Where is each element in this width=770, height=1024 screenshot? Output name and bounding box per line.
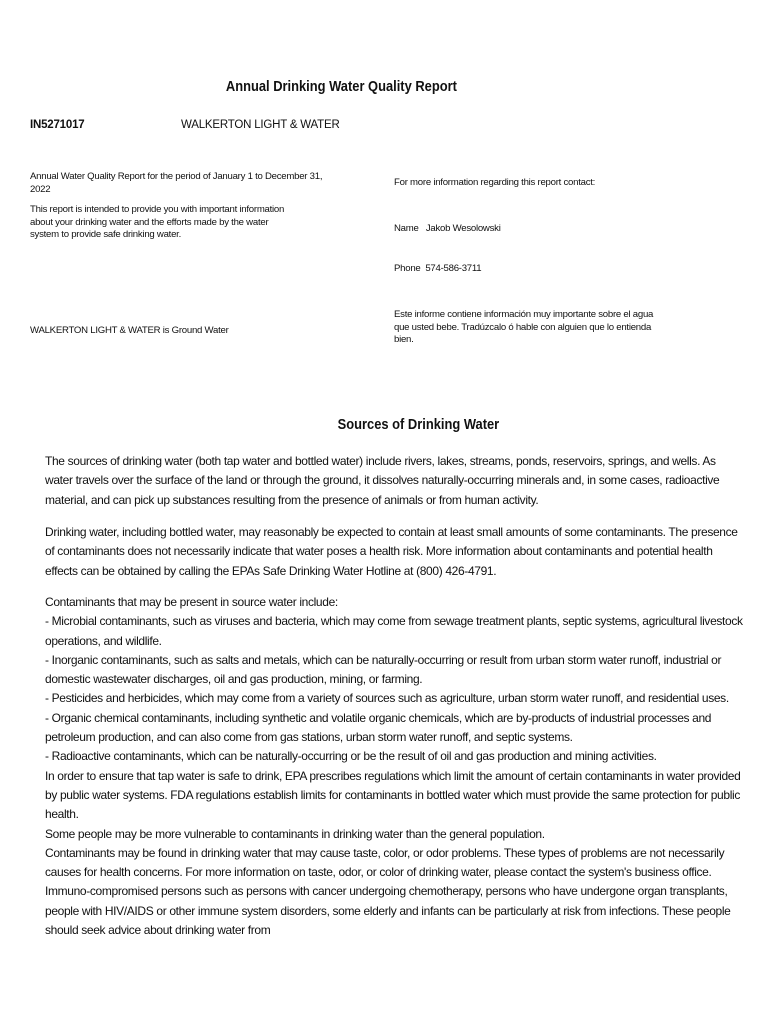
report-title: Annual Drinking Water Quality Report xyxy=(225,78,457,95)
contaminant-pesticides: - Pesticides and herbicides, which may come from a variety of sources such as agriculture, urban storm water runoff, and residential uses. xyxy=(45,691,729,706)
contaminants-section xyxy=(45,593,745,940)
immuno-note: Immuno-compromised persons such as persons with cancer undergoing chemotherapy, persons who have undergone organ transplants, people with HIV/AIDS or other immune system disorders, some elderly and infants can be particularly at risk from infections. These people should seek advice about drinking water from xyxy=(45,884,731,938)
sources-paragraph-2: Drinking water, including bottled water, may reasonably be expected to contain at least small amounts of some contaminants. The presence of contaminants does not necessarily indicate that water poses a health risk. More information about contaminants and potential health effects can be obtained by calling the EPAs Safe Drinking Water Hotline at (800) 426-4791. xyxy=(45,525,738,578)
system-name: WALKERTON LIGHT & WATER xyxy=(181,119,340,131)
sources-paragraph-1: The sources of drinking water (both tap water and bottled water) include rivers, lakes, streams, ponds, reservoirs, springs, and wells. As water travels over the surface of the land or through the ground, it dissolves naturally-occurring minerals and, in some cases, radioactive material, and can pick up substances resulting from the presence of animals or from human activity. xyxy=(45,454,720,507)
pws-id: IN5271017 xyxy=(30,119,85,131)
report-period: Annual Water Quality Report for the period of January 1 to December 31, 2022 xyxy=(30,171,323,195)
spanish-notice: Este informe contiene información muy importante sobre el agua que usted bebe. Tradúzcalo ó hable con alguien que lo entienda bien. xyxy=(394,309,654,345)
contact-lead: For more information regarding this report contact: xyxy=(394,177,596,188)
contaminant-radioactive: - Radioactive contaminants, which can be naturally-occurring or be the result of oil and gas production and mining activities. xyxy=(45,749,657,764)
vulnerable-note: Some people may be more vulnerable to contaminants in drinking water than the general population. xyxy=(45,826,545,841)
water-source: WALKERTON LIGHT & WATER is Ground Water xyxy=(30,325,229,336)
contaminant-organic: - Organic chemical contaminants, including synthetic and volatile organic chemicals, which are by-products of industrial processes and petroleum production, and can also come from gas stations, urban storm water runoff, and septic systems. xyxy=(45,710,712,745)
taste-odor-note: Contaminants may be found in drinking water that may cause taste, color, or odor problems. These types of problems are not necessarily causes for health concerns. For more information on taste, odor, or color of drinking water, please contact the system's business office. xyxy=(45,845,725,880)
contact-phone: Phone 574-586-3711 xyxy=(394,263,482,274)
report-intro: This report is intended to provide you with important information about your drinking water and the efforts made by the water system to provide safe drinking water. xyxy=(30,204,285,240)
contact-name: Name Jakob Wesolowski xyxy=(394,223,501,234)
sources-title: Sources of Drinking Water xyxy=(337,416,500,433)
contaminant-inorganic: - Inorganic contaminants, such as salts and metals, which can be naturally-occurring or result from urban storm water runoff, industrial or domestic wastewater discharges, oil and gas production, mining, or farming. xyxy=(45,652,722,687)
contaminant-microbial: - Microbial contaminants, such as viruses and bacteria, which may come from sewage treatment plants, septic systems, agricultural livestock operations, and wildlife. xyxy=(45,614,743,648)
epa-regulations: In order to ensure that tap water is safe to drink, EPA prescribes regulations which limit the amount of certain contaminants in water provided by public water systems. FDA regulations establish limits for contaminants in bottled water which must provide the same protection for public health. xyxy=(45,768,741,822)
contaminants-intro: Contaminants that may be present in source water include: xyxy=(45,595,338,609)
